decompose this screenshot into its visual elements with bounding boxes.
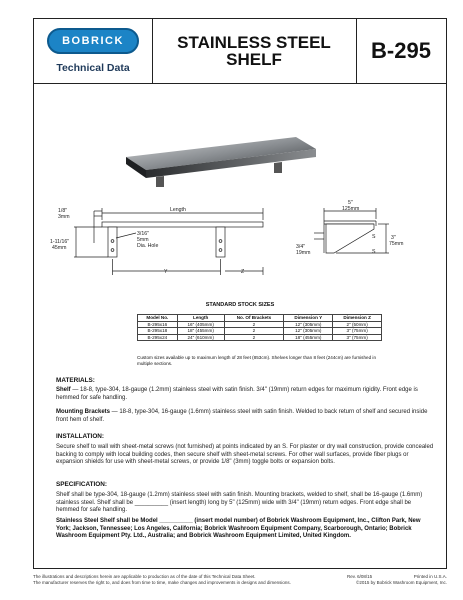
stock-table-note: Custom sizes available up to maximum length of 28 feet (853cm). Shelves longer than 8 feet (244cm) are furnished in multiple sections. — [137, 355, 376, 366]
col-model: Model No. — [138, 315, 178, 322]
table-row — [138, 321, 382, 328]
specification-bold-text: Stainless Steel Shelf shall be Model __________ (insert model number) of Bobrick Washroom Equipment, Inc., Clifton Park, New York; Jackson, Tennessee; Los Angeles, California; Bobrick Washroom Equipment Company, Scarborough, Ontario; Bobrick Washroom Equipment Pty. Ltd., Australia; and Bobrick Washroom Equipment Limited, United Kingdom. — [56, 518, 421, 540]
dim-depth-mm: 125mm — [342, 206, 360, 212]
dim-edge-top: 1/8" — [58, 208, 68, 214]
materials-heading: MATERIALS: — [56, 377, 95, 384]
shelf-photo — [126, 137, 316, 187]
side-view — [314, 208, 389, 253]
cell: 16" (405mm) — [177, 321, 224, 328]
table-row — [138, 334, 382, 341]
title-cell — [152, 19, 357, 83]
cell: 24" (610mm) — [177, 334, 224, 341]
dim-height-left: 1-11/16" — [50, 239, 70, 245]
dim-return-edge: 3/4" — [296, 244, 306, 250]
dim-hole-mm: 5mm — [137, 237, 149, 243]
col-dim-z: Dimension Z — [333, 315, 382, 322]
col-dim-y: Dimension Y — [284, 315, 333, 322]
specification-heading: SPECIFICATION: — [56, 481, 108, 488]
footer-left-line-2: The manufacturer reserves the right to, and does from time to time, make changes and improvements in designs and dimensions. — [33, 579, 291, 585]
cell: 18" (455mm) — [284, 334, 333, 341]
model-number: B-295 — [371, 38, 431, 63]
cell: 3" (75mm) — [333, 334, 382, 341]
dim-edge-top-mm: 3mm — [58, 214, 70, 220]
footer-copyright: ©2015 by Bobrick Washroom Equipment, Inc. — [356, 579, 447, 585]
bobrick-logo: BOBRICK — [47, 28, 139, 54]
logo-cell — [34, 19, 153, 83]
col-length: Length — [177, 315, 224, 322]
shelf-text: — 18-8, type-304, 18-gauge (1.2mm) stainless steel with satin finish. 3/4" (19mm) return edges for maximum rigidity. Front edge is hemmed for safe handling. — [56, 387, 418, 401]
title-line-1: STAINLESS STEEL — [177, 33, 331, 52]
cell: 18" (455mm) — [177, 328, 224, 335]
footer-rev: Rev. 6/08/15 — [347, 574, 373, 579]
dim-hole-desc: Dia. Hole — [137, 243, 159, 249]
dim-side-s2: S — [372, 249, 376, 255]
installation-heading: INSTALLATION: — [56, 433, 105, 440]
specification-text: Shelf shall be type-304, 18-gauge (1.2mm) stainless steel with satin finish. Mounting brackets, welded to shelf, shall be 16-gauge (1.6mm) stainless steel. Shelf shall be __________ (insert length) long by 5" (125mm) wide with 3/4" (19mm) return edges. Front edge shall be hemmed for safe handling. — [56, 492, 423, 514]
cell: B-295x24 — [138, 334, 178, 341]
footer-left-line-1: The illustrations and descriptions herein are applicable to production as of the date of this Technical Data Sheet. — [33, 574, 256, 579]
cell: 2 — [224, 321, 284, 328]
dim-bracket-h: 3" — [391, 235, 396, 241]
dim-hole: 3/16" — [137, 231, 149, 237]
cell: 12" (305mm) — [284, 321, 333, 328]
table-row — [138, 328, 382, 335]
cell: B-295x18 — [138, 328, 178, 335]
brackets-text: — 18-8, type-304, 16-gauge (1.6mm) stainless steel with satin finish. Welded to back return of shelf and secured inside front hem of shelf. — [56, 409, 428, 423]
dim-depth: 5" — [348, 200, 353, 206]
col-brackets: No. Of Brackets — [224, 315, 284, 322]
cell: 2" (50mm) — [333, 321, 382, 328]
header — [34, 19, 446, 84]
dim-side-s1: S — [372, 234, 376, 240]
cell: 3" (75mm) — [333, 328, 382, 335]
document-frame — [33, 18, 447, 569]
footer-left — [33, 574, 291, 585]
front-elevation — [74, 208, 263, 275]
materials-shelf — [56, 387, 436, 402]
cell: B-295x16 — [138, 321, 178, 328]
shelf-label: Shelf — [56, 387, 71, 393]
dim-height-left-mm: 45mm — [52, 245, 67, 251]
cell: 12" (305mm) — [284, 328, 333, 335]
stock-table-title: STANDARD STOCK SIZES — [205, 302, 275, 308]
stock-sizes-table — [137, 314, 382, 341]
brackets-label: Mounting Brackets — [56, 409, 111, 415]
dim-z: Z — [241, 269, 245, 275]
title-line-2: SHELF — [226, 50, 282, 69]
dim-y: Y — [164, 269, 168, 275]
product-drawing — [34, 83, 446, 303]
dim-return-edge-mm: 19mm — [296, 250, 311, 256]
dim-length: Length — [170, 207, 186, 213]
cell: 2 — [224, 328, 284, 335]
installation-text: Secure shelf to wall with sheet-metal screws (not furnished) at points indicated by an S. For plaster or dry wall construction, provide concealed backing to comply with local building codes, then secure shelf with sheet-metal screws. For other wall surfaces, provide fiber plugs or expansion shields for use with sheet-metal screws, or provide 1/8" (3mm) toggle bolts or expansion bolts. — [56, 444, 434, 466]
technical-data-label: Technical Data — [56, 62, 130, 74]
cell: 2 — [224, 334, 284, 341]
materials-brackets — [56, 409, 436, 424]
footer-printed: Printed in U.S.A. — [413, 574, 447, 579]
dim-bracket-h-mm: 75mm — [389, 241, 404, 247]
footer-right — [347, 574, 447, 585]
